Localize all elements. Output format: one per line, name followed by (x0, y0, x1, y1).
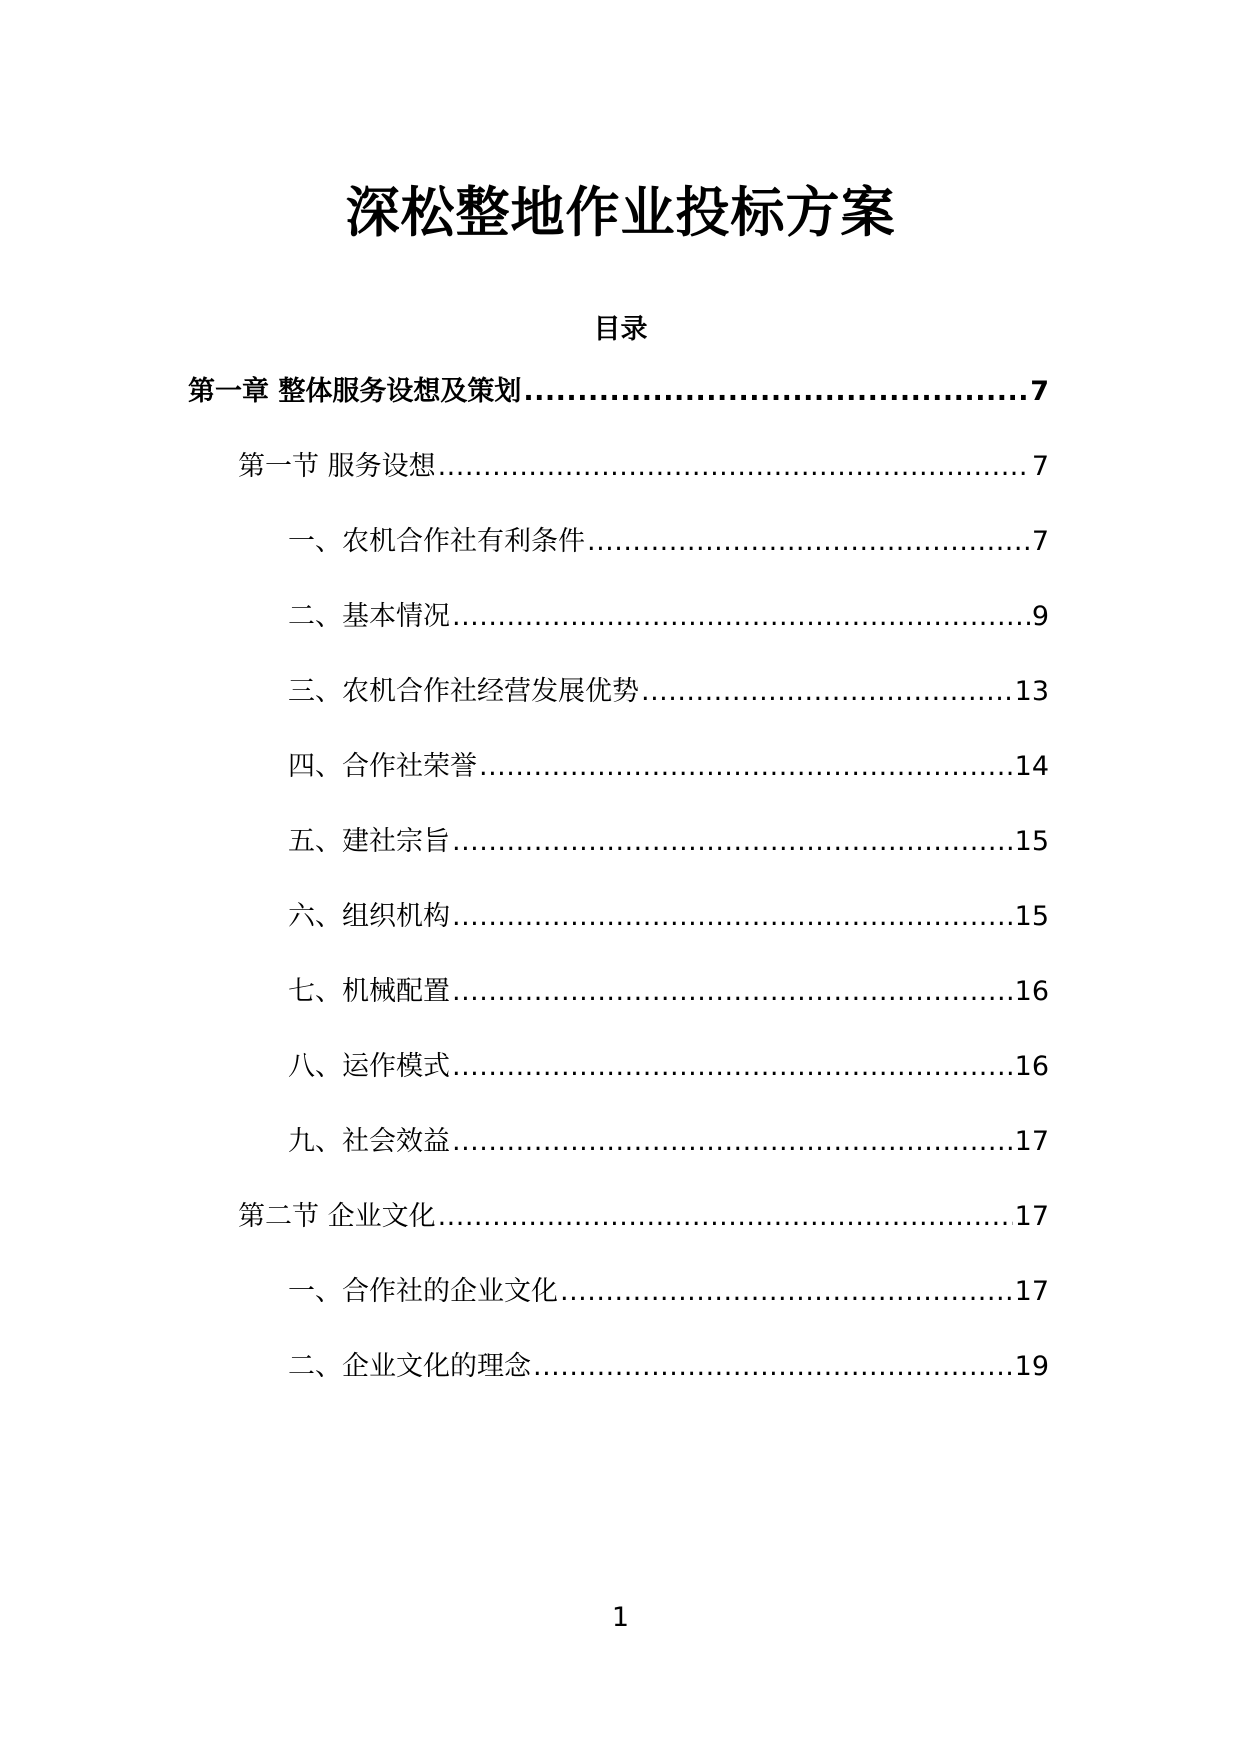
toc-dot-leader (452, 1047, 1013, 1087)
toc-entry-page: 17 (1014, 1201, 1049, 1232)
toc-dot-leader (523, 372, 1028, 412)
toc-dot-leader (479, 747, 1013, 787)
toc-dot-leader (533, 1347, 1013, 1387)
document-title: 深松整地作业投标方案 (345, 181, 896, 244)
toc-entry-page: 17 (1014, 1276, 1049, 1307)
toc-dot-leader (452, 897, 1013, 937)
toc-entry-item[interactable] (288, 897, 1049, 937)
toc-dot-leader (560, 1272, 1013, 1312)
toc-entry-page: 13 (1014, 676, 1049, 707)
toc-dot-leader (452, 822, 1013, 862)
toc-entry-page: 15 (1014, 901, 1049, 932)
toc-entry-label: 第二节 企业文化 (238, 1201, 436, 1232)
toc-entry-item[interactable] (288, 1347, 1049, 1387)
toc-entry-page: 16 (1014, 976, 1049, 1007)
toc-entry-page: 19 (1014, 1351, 1049, 1382)
toc-entry-page: 9 (1031, 601, 1049, 632)
toc-dot-leader (438, 1197, 1013, 1237)
toc-dot-leader (587, 522, 1030, 562)
toc-entry-page: 7 (1030, 376, 1049, 407)
toc-entry-item[interactable] (288, 747, 1049, 787)
page-number: 1 (611, 1602, 630, 1633)
toc-entry-item[interactable] (288, 522, 1049, 562)
toc-dot-leader (452, 972, 1013, 1012)
toc-heading: 目录 (593, 314, 648, 345)
toc-entry-page: 17 (1014, 1126, 1049, 1157)
toc-entry-label: 第一节 服务设想 (238, 451, 436, 482)
toc-entry-item[interactable] (288, 597, 1049, 637)
toc-entry-item[interactable] (288, 1272, 1049, 1312)
toc-entry-label: 八、运作模式 (288, 1051, 450, 1082)
toc-entry-page: 14 (1014, 751, 1049, 782)
toc-entry-chapter-1[interactable] (188, 372, 1049, 412)
toc-entry-label: 六、组织机构 (288, 901, 450, 932)
toc-dot-leader (641, 672, 1013, 712)
toc-entry-label: 一、农机合作社有利条件 (288, 526, 585, 557)
toc-entry-label: 七、机械配置 (288, 976, 450, 1007)
toc-entry-page: 7 (1031, 451, 1049, 482)
toc-dot-leader (452, 597, 1030, 637)
toc-entry-label: 第一章 整体服务设想及策划 (188, 376, 522, 407)
toc-entry-page: 16 (1014, 1051, 1049, 1082)
toc-entry-item[interactable] (288, 1122, 1049, 1162)
toc-entry-item[interactable] (288, 1047, 1049, 1087)
toc-dot-leader (452, 1122, 1013, 1162)
toc-entry-page: 15 (1014, 826, 1049, 857)
toc-dot-leader (438, 447, 1030, 487)
toc-entry-label: 二、基本情况 (288, 601, 450, 632)
toc-entry-label: 四、合作社荣誉 (288, 751, 477, 782)
toc-entry-label: 九、社会效益 (288, 1126, 450, 1157)
toc-entry-section-2[interactable] (238, 1197, 1049, 1237)
toc-entry-page: 7 (1031, 526, 1049, 557)
toc-entry-item[interactable] (288, 672, 1049, 712)
toc-entry-label: 一、合作社的企业文化 (288, 1276, 558, 1307)
toc-entry-item[interactable] (288, 972, 1049, 1012)
toc-entry-section-1[interactable] (238, 447, 1049, 487)
toc-entry-item[interactable] (288, 822, 1049, 862)
toc-entry-label: 三、农机合作社经营发展优势 (288, 676, 639, 707)
toc-entry-label: 二、企业文化的理念 (288, 1351, 531, 1382)
toc-entry-label: 五、建社宗旨 (288, 826, 450, 857)
